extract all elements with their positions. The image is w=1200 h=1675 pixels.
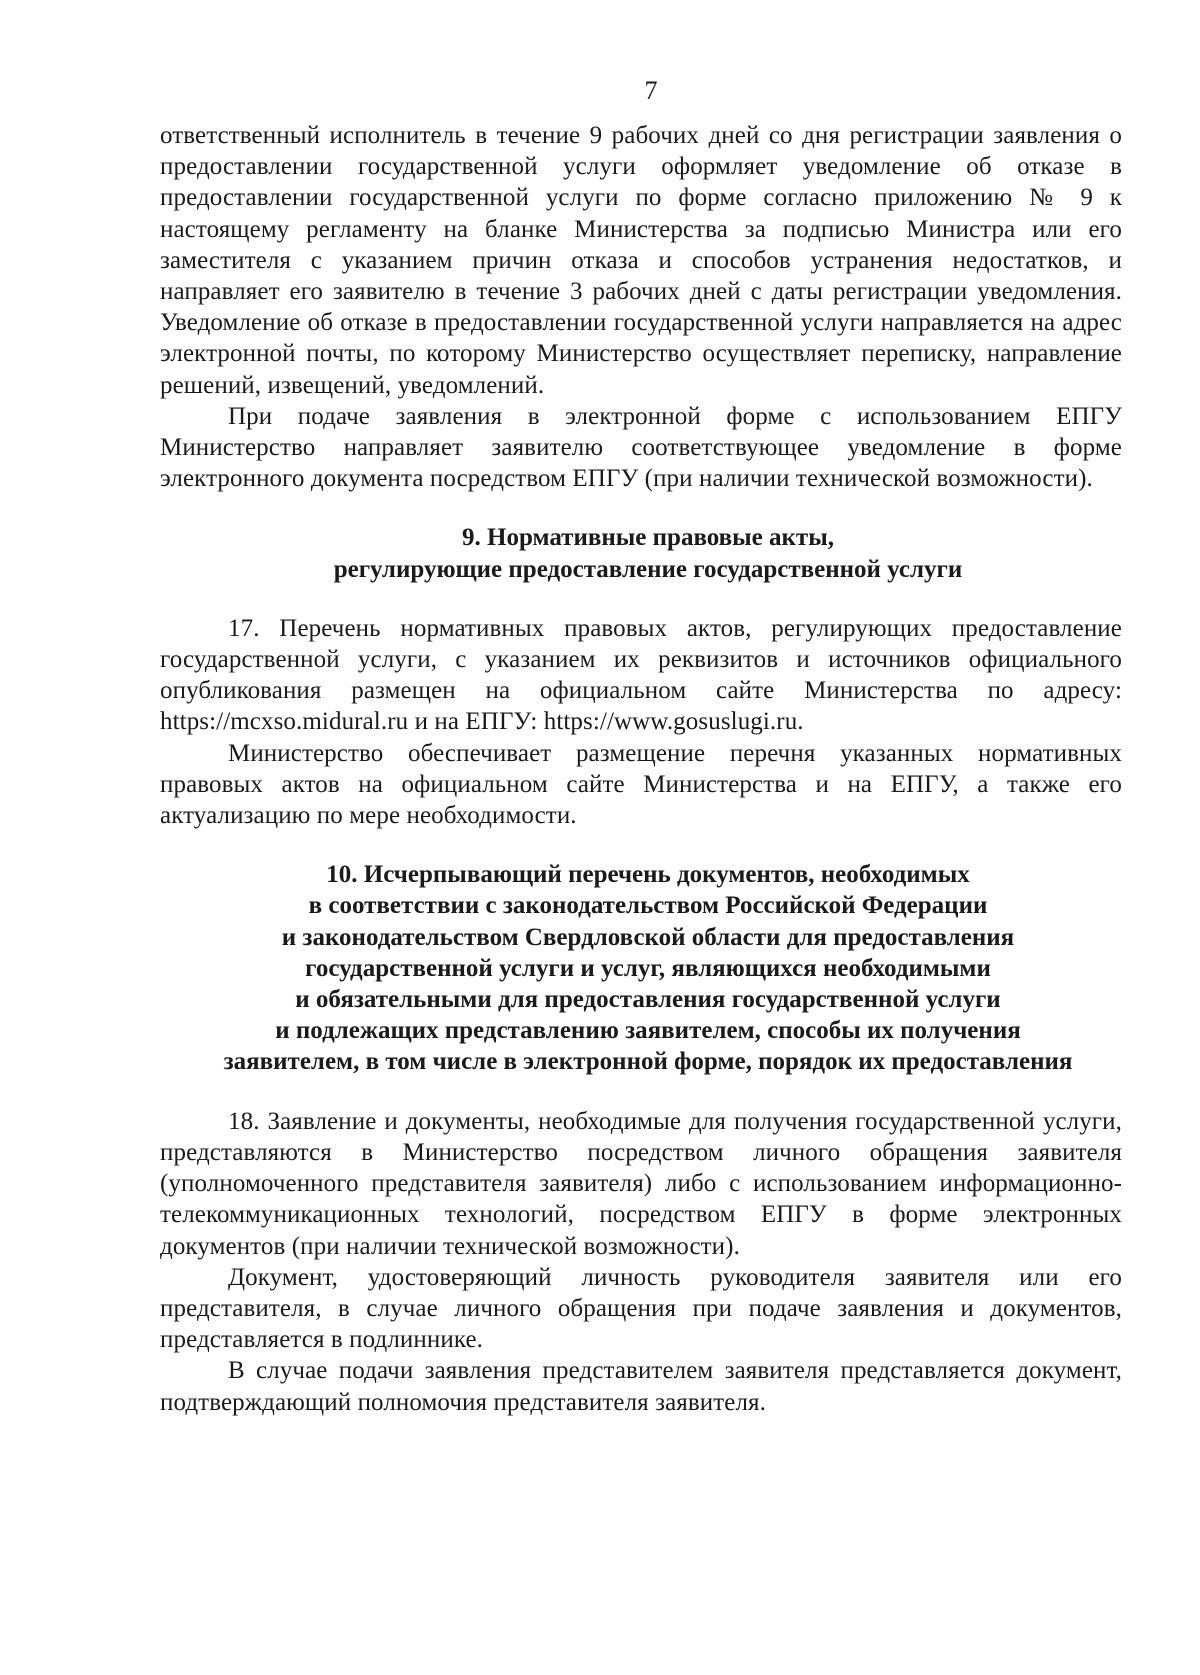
paragraph-18-representative: В случае подачи заявления представителем заявителя представляется документ, подтверждающий полномочия представителя заявителя. <box>160 1357 1122 1416</box>
heading-line: 9. Нормативные правовые акты, <box>462 524 834 552</box>
heading-line: регулирующие предоставление государственной услуги <box>333 555 963 583</box>
heading-line: в соответствии с законодательством Российской Федерации <box>308 892 988 920</box>
paragraph-17-continued: Министерство обеспечивает размещение перечня указанных нормативных правовых актов на официальном сайте Министерства и на ЕПГУ, а также его актуализацию по мере необходимости. <box>160 739 1122 830</box>
heading-line: заявителем, в том числе в электронной форме, порядок их предоставления <box>223 1048 1073 1076</box>
paragraph-18: 18. Заявление и документы, необходимые для получения государственной услуги, представляются в Министерство посредством личного обращения заявителя (уполномоченного представителя заявителя) либо с использованием информационно-телекоммуникационных технологий, посредством ЕПГУ в форме электронных документов (при наличии технической возможности). <box>160 1107 1122 1260</box>
document-page <box>160 76 1122 1418</box>
page-number: 7 <box>644 76 658 105</box>
paragraph-17: 17. Перечень нормативных правовых актов, регулирующих предоставление государственной услуги, с указанием их реквизитов и источников официального опубликования размещен на официальном сайте Министерства по адресу: https://mcxso.midural.ru и на ЕПГУ: https://www.gosuslugi.ru. <box>160 614 1122 736</box>
heading-line: и обязательными для предоставления государственной услуги <box>295 986 1001 1014</box>
heading-line: и законодательством Свердловской области для предоставления <box>281 923 1015 951</box>
paragraph-18-identity: Документ, удостоверяющий личность руководителя заявителя или его представителя, в случае личного обращения при подаче заявления и документов, представляется в подлиннике. <box>160 1263 1122 1354</box>
heading-line: государственной услуги и услуг, являющихся необходимыми <box>305 954 991 982</box>
section-10-heading <box>160 859 1122 1077</box>
section-9-heading <box>160 522 1122 584</box>
paragraph-refusal-notice: ответственный исполнитель в течение 9 рабочих дней со дня регистрации заявления о предоставлении государственной услуги оформляет уведомление об отказе в предоставлении государственной услуги по форме согласно приложению № 9 к настоящему регламенту на бланке Министерства за подписью Министра или его заместителя с указанием причин отказа и способов устранения недостатков, и направляет его заявителю в течение 3 рабочих дней с даты регистрации уведомления. Уведомление об отказе в предоставлении государственной услуги направляется на адрес электронной почты, по которому Министерство осуществляет переписку, направление решений, извещений, уведомлений. <box>160 122 1122 399</box>
paragraph-epgu-notice: При подаче заявления в электронной форме с использованием ЕПГУ Министерство направляет заявителю соответствующее уведомление в форме электронного документа посредством ЕПГУ (при наличии технической возможности). <box>160 402 1122 493</box>
heading-line: 10. Исчерпывающий перечень документов, необходимых <box>326 861 970 889</box>
heading-line: и подлежащих представлению заявителем, способы их получения <box>275 1017 1021 1045</box>
